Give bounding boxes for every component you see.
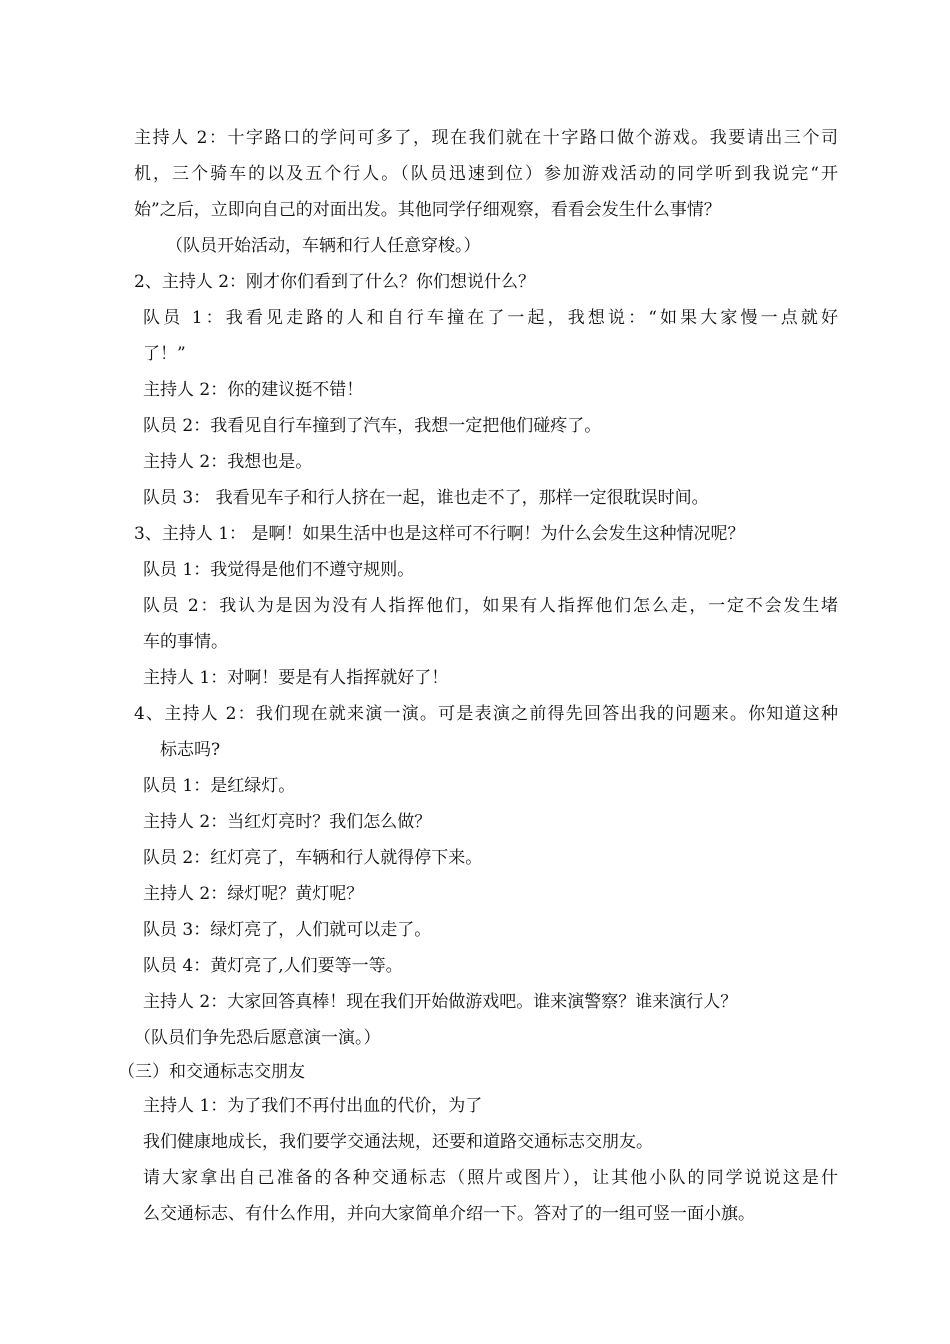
text-line: 主持人 2：你的建议挺不错！ <box>143 380 364 400</box>
text-line: 队员 2：我认为是因为没有人指挥他们，如果有人指挥他们怎么走，一定不会发生堵 <box>143 596 838 616</box>
text-line: 我们健康地成长，我们要学交通法规，还要和道路交通标志交朋友。 <box>143 1132 653 1152</box>
text-line: 主持人 2：我想也是。 <box>143 452 313 472</box>
text-line: 队员 4：黄灯亮了,人们要等一等。 <box>143 956 403 976</box>
text-line: 队员 3：绿灯亮了，人们就可以走了。 <box>143 920 432 940</box>
text-line: 主持人 1：对啊！要是有人指挥就好了！ <box>143 668 449 688</box>
text-line: 队员 2：红灯亮了，车辆和行人就得停下来。 <box>143 848 483 868</box>
text-line: 么交通标志、有什么作用，并向大家简单介绍一下。答对了的一组可竖一面小旗。 <box>143 1204 755 1224</box>
text-line: 请大家拿出自己准备的各种交通标志（照片或图片），让其他小队的同学说说这是什 <box>143 1168 838 1188</box>
text-line: 主持人 2：大家回答真棒！现在我们开始做游戏吧。谁来演警察？谁来演行人？ <box>143 992 738 1012</box>
text-line: 车的事情。 <box>143 632 228 652</box>
section-heading: （三）和交通标志交朋友 <box>118 1062 305 1082</box>
text-line: 主持人 1：为了我们不再付出血的代价，为了 <box>143 1096 483 1116</box>
text-line: 主持人 2：当红灯亮时？我们怎么做？ <box>143 812 432 832</box>
text-line: 队员 1：我觉得是他们不遵守规则。 <box>143 560 415 580</box>
text-line: 标志吗? <box>160 740 221 760</box>
text-line: （队员们争先恐后愿意演一演。） <box>134 1028 381 1048</box>
text-line: 4、主持人 2：我们现在就来演一演。可是表演之前得先回答出我的问题来。你知道这种 <box>134 704 838 724</box>
text-line: （队员开始活动，车辆和行人任意穿梭。） <box>166 236 481 256</box>
text-line: 队员 3： 我看见车子和行人挤在一起，谁也走不了，那样一定很耽误时间。 <box>143 488 709 508</box>
text-line: 队员 1：我看见走路的人和自行车撞在了一起，我想说：“如果大家慢一点就好 <box>143 308 838 328</box>
text-line: 队员 2：我看见自行车撞到了汽车，我想一定把他们碰疼了。 <box>143 416 602 436</box>
text-line: 了！” <box>143 344 186 364</box>
text-line: 2、主持人 2：刚才你们看到了什么？你们想说什么？ <box>134 272 536 292</box>
text-line: 机，三个骑车的以及五个行人。（队员迅速到位）参加游戏活动的同学听到我说完“开 <box>134 164 838 184</box>
text-line: 主持人 2：十字路口的学问可多了，现在我们就在十字路口做个游戏。我要请出三个司 <box>134 128 838 148</box>
text-line: 始”之后，立即向自己的对面出发。其他同学仔细观察，看看会发生什么事情？ <box>134 200 721 220</box>
text-line: 3、主持人 1： 是啊！如果生活中也是这样可不行啊！为什么会发生这种情况呢？ <box>134 524 745 544</box>
text-line: 队员 1：是红绿灯。 <box>143 776 296 796</box>
text-line: 主持人 2：绿灯呢？黄灯呢？ <box>143 884 364 904</box>
